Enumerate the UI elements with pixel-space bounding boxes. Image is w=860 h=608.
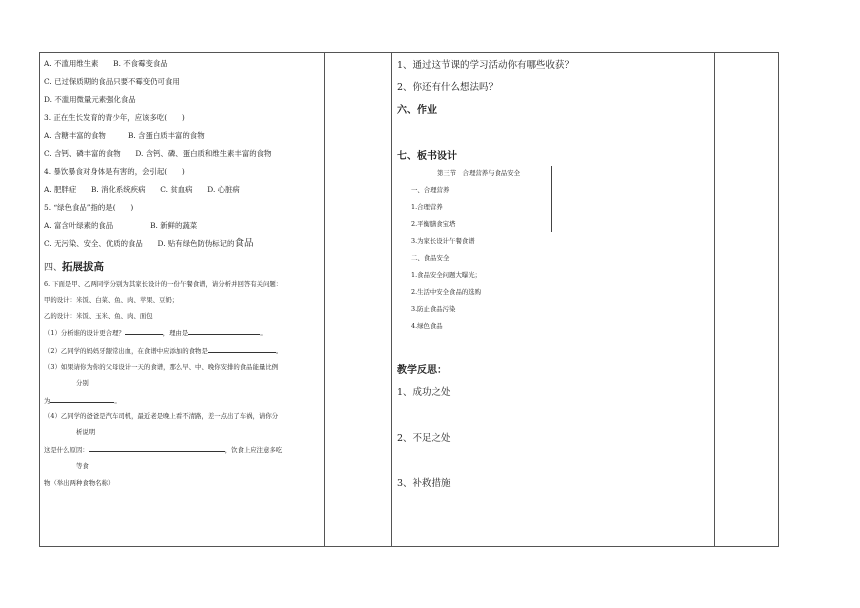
question-3: 3. 正在生长发育的青少年，应该多吃( ) (44, 113, 185, 122)
sub-question-4-answer (44, 444, 282, 454)
board-item: 4.绿色食品 (411, 322, 443, 330)
board-item: 1.食品安全问题大曝光； (411, 271, 482, 279)
sub-question-4: （4）乙同学的爸爸是汽车司机，最近老是晚上看不清路，差一点出了车祸，请你分 (44, 412, 279, 420)
menu-jia: 甲的设计：米饭、白菜、鱼、肉、苹果、豆奶； (44, 296, 179, 304)
board-item: 2.平衡膳食宝塔 (411, 220, 456, 228)
option-line: A. 不滥用维生素 B. 不食霉变食品 (44, 59, 168, 68)
board-item: 3.为家长设计午餐食谱 (411, 237, 475, 245)
reflection-question-1: 1、通过这节课的学习活动你有哪些收获？ (397, 60, 575, 71)
section-4-title: 拓展拔高 (62, 261, 105, 273)
reflection-heading: 教学反思： (397, 365, 447, 376)
board-design-heading: 七、板书设计 (397, 151, 457, 162)
option-line: A. 含糖丰富的食物 B. 含蛋白质丰富的食物 (44, 131, 205, 140)
column-divider-3 (714, 52, 715, 547)
reflection-shortcoming: 2、不足之处 (397, 433, 451, 444)
section-4-number: 四、 (44, 263, 63, 273)
answer-blank[interactable] (50, 395, 114, 403)
answer-blank[interactable] (188, 327, 260, 335)
board-item: 二、食品安全 (411, 254, 450, 262)
answer-blank[interactable] (125, 327, 163, 335)
sub-question-4-note: 物（举出两种食物名称） (44, 479, 115, 487)
board-item: 一、合理营养 (411, 186, 450, 194)
question-5: 5. “绿色食品”指的是( ) (44, 203, 134, 212)
column-divider-1 (324, 52, 325, 547)
option-line: C. 已过保质期的食品只要不霉变仍可食用 (44, 77, 180, 86)
option-line: D. 不滥用微量元素强化食品 (44, 95, 136, 104)
question-6: 6. 下面是甲、乙两同学分别为其家长设计的一份午餐食谱，请分析并回答有关问题： (44, 280, 283, 288)
sub-question-text: 。 (260, 329, 267, 337)
reflection-success: 1、成功之处 (397, 387, 451, 398)
board-heading: 第三节 合理营养与食品安全 (437, 169, 521, 177)
option-text: C. 无污染、安全、优质的食品 D. 贴有绿色防伪标记的 (44, 239, 235, 248)
sub-question-text: 。 (114, 397, 121, 405)
board-bracket (551, 166, 552, 232)
column-divider-2 (391, 52, 392, 547)
section-4-heading (44, 255, 104, 274)
sub-question-3-cont: 分别 (76, 379, 89, 387)
option-text-suffix: 食品 (234, 238, 254, 249)
answer-blank[interactable] (208, 345, 276, 353)
sub-question-1 (44, 327, 267, 337)
reflection-question-2: 2、你还有什么想法吗？ (397, 82, 499, 93)
reflection-remedy: 3、补救措施 (397, 478, 451, 489)
sub-question-4-cont: 等食 (76, 462, 89, 470)
homework-heading: 六、作业 (397, 105, 437, 116)
sub-question-text: ，饮食上应注意多吃 (224, 446, 283, 454)
sub-question-3: （3）如果请你为你的父母设计一天的食谱，那么早、中、晚你安排的食品能量比例 (44, 363, 279, 371)
option-line: C. 含钙、磷丰富的食物 D. 含钙、磷、蛋白质和维生素丰富的食物 (44, 149, 272, 158)
option-line: A. 肥胖症 B. 消化系统疾病 C. 贫血病 D. 心脏病 (44, 185, 240, 194)
option-line (44, 239, 253, 249)
board-item: 1.合理营养 (411, 203, 443, 211)
sub-question-2 (44, 345, 282, 355)
sub-question-4-cont: 析说明 (76, 428, 96, 436)
question-4: 4. 暴饮暴食对身体是有害的，会引起( ) (44, 167, 185, 176)
board-item: 2.生活中安全食品的选购 (411, 288, 482, 296)
sub-question-text: 。 (275, 347, 283, 355)
answer-blank[interactable] (89, 444, 225, 452)
option-line: A. 富含叶绿素的食品 B. 新鲜的蔬菜 (44, 221, 198, 230)
sub-question-text: （1）分析谁的设计更合理？ (44, 329, 125, 337)
sub-question-text: ，理由是 (162, 329, 189, 337)
sub-question-text: 这是什么原因： (44, 446, 89, 454)
board-item: 3.防止食品污染 (411, 305, 456, 313)
sub-question-text: （2）乙同学的妈妈牙龈常出血，在食谱中应添加的食物是 (44, 347, 208, 355)
sub-question-text: 为 (44, 397, 51, 405)
menu-yi: 乙的设计：米饭、玉米、鱼、肉、面包 (44, 312, 153, 320)
sub-question-3-answer (44, 395, 121, 405)
